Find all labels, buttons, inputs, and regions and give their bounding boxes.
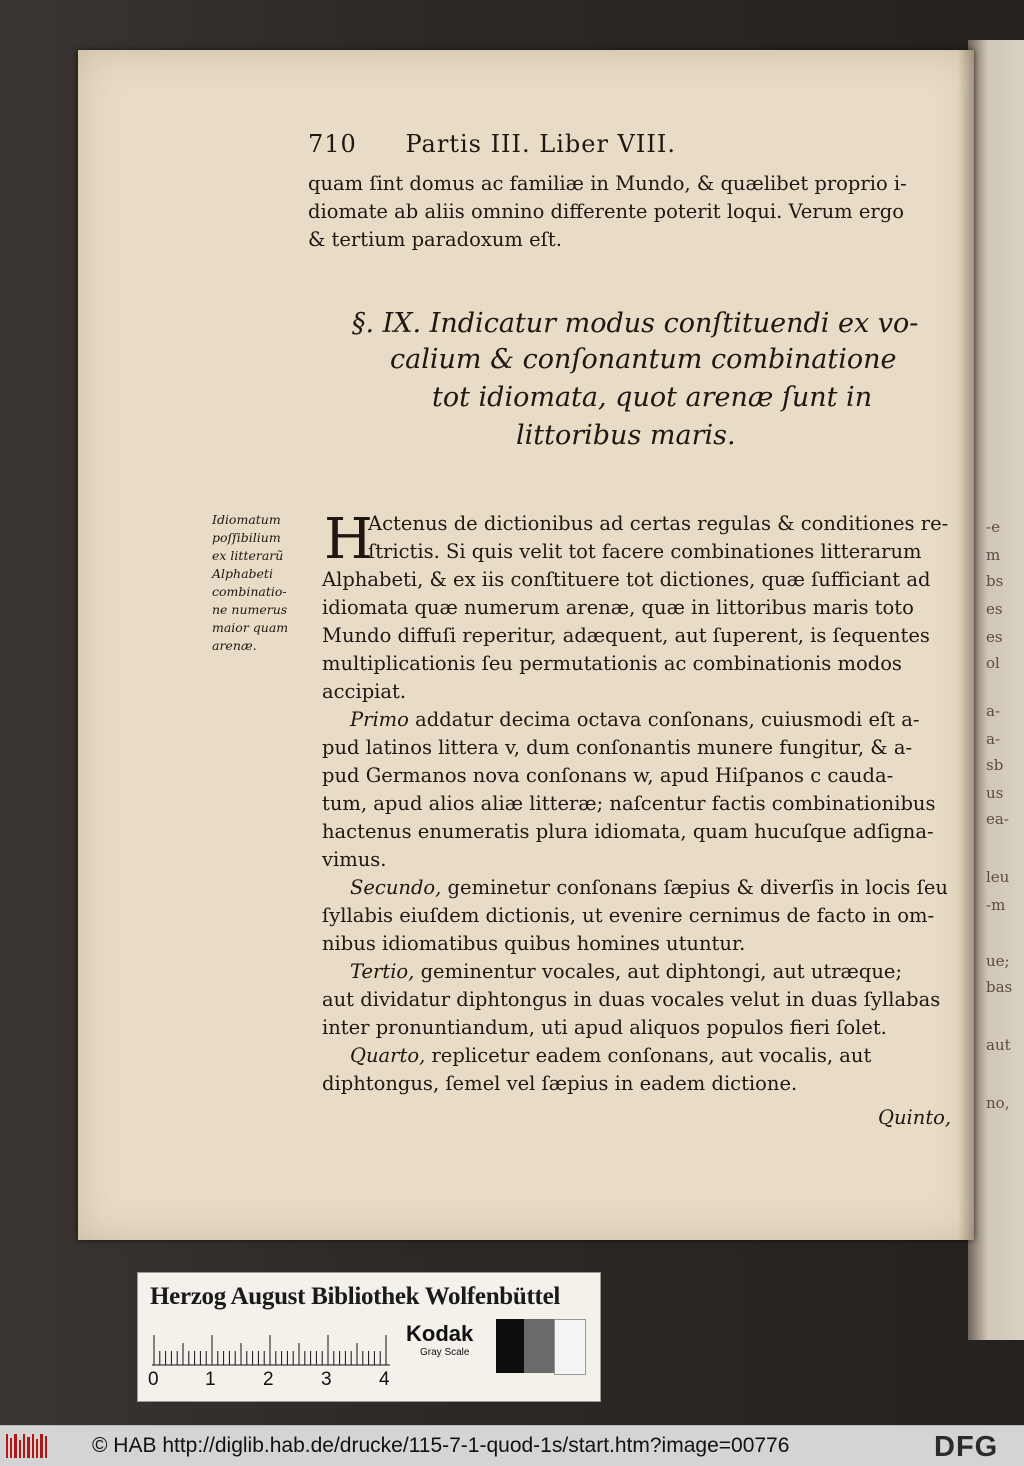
margin-note-line: combinatio- xyxy=(212,584,287,599)
dfg-logo: DFG xyxy=(934,1431,999,1463)
facing-fragment: a- xyxy=(986,702,1001,720)
ruler-icon xyxy=(152,1331,390,1367)
catchword: Quinto, xyxy=(878,1106,952,1129)
paragraph-lead: Primo xyxy=(350,708,409,731)
paragraph-line: accipiat. xyxy=(322,680,407,703)
paragraph-line: ſyllabis eiuſdem dictionis, ut evenire cernimus de facto in om- xyxy=(322,904,935,927)
margin-note-line: ne numerus xyxy=(212,602,288,617)
paragraph-lead: Tertio, xyxy=(350,960,415,983)
section-title-line: §. IX. Indicatur modus conſtituendi ex vo- xyxy=(352,308,919,339)
page-number: 710 xyxy=(308,130,357,158)
paragraph-text: addatur decima octava conſonans, cuiusmodi eſt a- xyxy=(408,708,920,731)
hab-barcode-icon xyxy=(6,1434,50,1458)
paragraph-line: Mundo diffuſi reperitur, adæquent, aut ſuperent, is ſequentes xyxy=(322,624,930,647)
margin-note-line: poſſibilium xyxy=(212,530,281,545)
facing-fragment: ue; xyxy=(986,952,1010,970)
drop-cap: H xyxy=(324,507,373,572)
paragraph-line: vimus. xyxy=(322,848,387,871)
paragraph-line: pud Germanos nova conſonans w, apud Hiſpanos c cauda- xyxy=(322,764,894,787)
margin-note-line: maior quam xyxy=(212,620,289,635)
section-title-line: littoribus maris. xyxy=(516,420,736,451)
viewer-footer xyxy=(0,1425,1024,1466)
library-name: Herzog August Bibliothek Wolfenbüttel xyxy=(150,1283,561,1310)
facing-fragment: es xyxy=(986,600,1003,618)
section-title-line: calium & conſonantum combinatione xyxy=(390,344,897,375)
margin-note-line: ex litterarũ xyxy=(212,548,284,563)
intro-line: & tertium paradoxum eſt. xyxy=(308,228,562,251)
paragraph-line: nibus idiomatibus quibus homines utuntur. xyxy=(322,932,746,955)
gray-patch-black xyxy=(496,1319,524,1373)
paragraph-text: geminentur vocales, aut diphtongi, aut utræque; xyxy=(414,960,903,983)
paragraph-line xyxy=(350,710,919,730)
facing-fragment: ol xyxy=(986,654,1000,672)
running-header xyxy=(308,130,676,158)
facing-page-edge xyxy=(968,40,1024,1340)
gray-scale-label: Gray Scale xyxy=(420,1347,470,1358)
facing-fragment: bs xyxy=(986,572,1004,590)
facing-fragment: a- xyxy=(986,730,1001,748)
margin-note-line: Idiomatum xyxy=(212,512,281,527)
paragraph-lead: Secundo, xyxy=(350,876,442,899)
paragraph-line: ſtrictis. Si quis velit tot facere combinationes litterarum xyxy=(368,540,922,563)
facing-fragment: aut xyxy=(986,1036,1011,1054)
ruler-number: 1 xyxy=(205,1369,216,1390)
paragraph-line xyxy=(350,1046,871,1066)
ruler-number: 3 xyxy=(321,1369,332,1390)
margin-note-line: Alphabeti xyxy=(212,566,273,581)
ruler-number: 4 xyxy=(379,1369,390,1390)
facing-fragment: us xyxy=(986,784,1004,802)
gray-patch-mid xyxy=(524,1319,554,1373)
facing-fragment: m xyxy=(986,546,1001,564)
intro-line: diomate ab aliis omnino differente poterit loqui. Verum ergo xyxy=(308,200,904,223)
book-page xyxy=(78,50,974,1240)
running-title: Partis III. Liber VIII. xyxy=(405,130,676,158)
paragraph-line: Actenus de dictionibus ad certas regulas & conditiones re- xyxy=(368,512,949,535)
facing-fragment: -e xyxy=(986,518,1000,536)
paragraph-line: hactenus enumeratis plura idiomata, quam hucuſque adſigna- xyxy=(322,820,934,843)
paragraph-line: aut dividatur diphtongus in duas vocales velut in duas ſyllabas xyxy=(322,988,941,1011)
margin-note-line: arenæ. xyxy=(212,638,257,653)
paragraph-line: pud latinos littera v, dum conſonantis munere fungitur, & a- xyxy=(322,736,913,759)
ruler-number: 2 xyxy=(263,1369,274,1390)
paragraph-line: idiomata quæ numerum arenæ, quæ in littoribus maris toto xyxy=(322,596,914,619)
paragraph-line: Alphabeti, & ex iis conſtituere tot dictiones, quæ ſufficiant ad xyxy=(322,568,931,591)
facing-fragment: bas xyxy=(986,978,1013,996)
paragraph-text: replicetur eadem conſonans, aut vocalis, aut xyxy=(425,1044,872,1067)
paragraph-line: multiplicationis ſeu permutationis ac combinationis modos xyxy=(322,652,902,675)
facing-fragment: es xyxy=(986,628,1003,646)
paragraph-lead: Quarto, xyxy=(350,1044,426,1067)
copyright-url[interactable]: © HAB http://diglib.hab.de/drucke/115-7-1-quod-1s/start.htm?image=00776 xyxy=(92,1434,790,1457)
paragraph-line: inter pronuntiandum, uti apud aliquos populos fieri ſolet. xyxy=(322,1016,887,1039)
paragraph-line xyxy=(350,878,948,898)
paragraph-line: tum, apud alios aliæ litteræ; naſcentur factis combinationibus xyxy=(322,792,936,815)
facing-fragment: no, xyxy=(986,1094,1010,1112)
paragraph-line xyxy=(350,962,902,982)
section-title-line: tot idiomata, quot arenæ ſunt in xyxy=(432,382,873,413)
facing-fragment: sb xyxy=(986,756,1004,774)
gray-patch-white xyxy=(554,1319,586,1375)
paragraph-line: diphtongus, ſemel vel ſæpius in eadem dictione. xyxy=(322,1072,798,1095)
facing-fragment: ea- xyxy=(986,810,1009,828)
intro-line: quam ſint domus ac familiæ in Mundo, & quælibet proprio i- xyxy=(308,172,907,195)
kodak-brand: Kodak xyxy=(406,1321,474,1346)
facing-fragment: -m xyxy=(986,896,1006,914)
paragraph-text: geminetur conſonans ſæpius & diverſis in locis ſeu xyxy=(441,876,948,899)
color-calibration-card xyxy=(137,1272,601,1402)
ruler-number: 0 xyxy=(148,1369,159,1390)
facing-fragment: leu xyxy=(986,868,1010,886)
